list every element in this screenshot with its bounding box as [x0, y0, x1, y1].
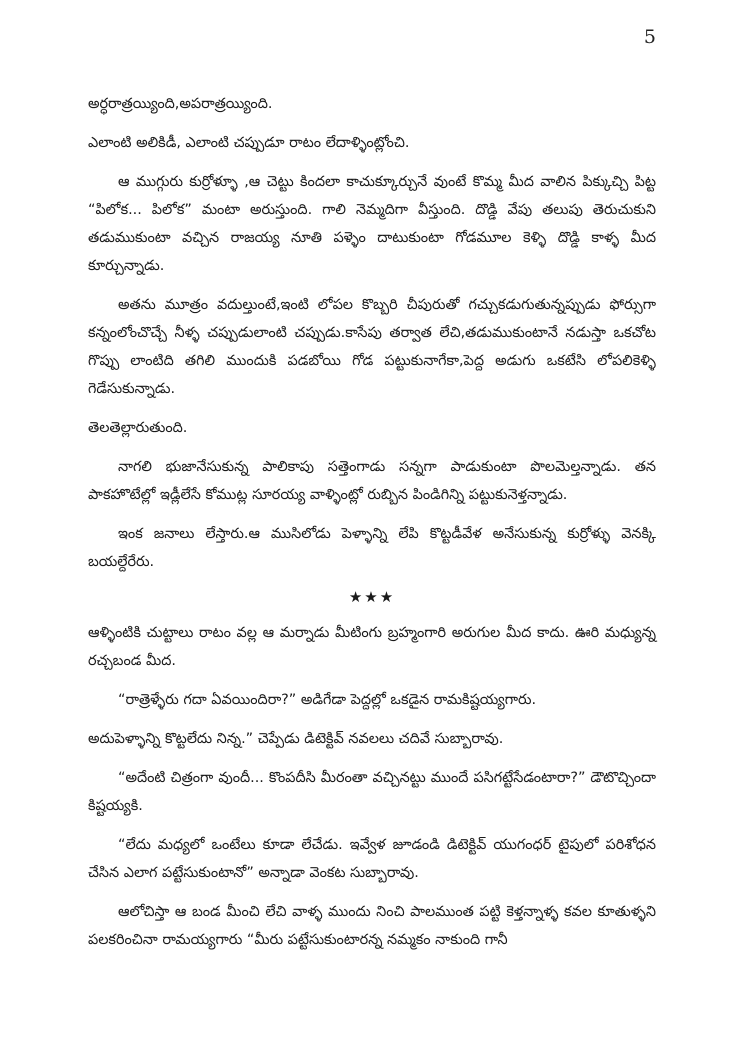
paragraph: “రాత్రెళ్ళేరు గదా ఏవయిందిరా?” అడిగేడా పెద్దల్లో ఒకడైన రామకిష్టయ్యగారు.: [118, 692, 537, 708]
body-text: [88, 90, 656, 965]
paragraph: ఆళ్ళింటికి చుట్టాలు రాటం వల్ల ఆ మర్నాడు మీటింగు బ్రహ్మంగారి అరుగుల మీద కాదు. ఊరి మధ్యున్న రచ్చబండ మీద.: [88, 625, 656, 669]
paragraph: ఆలోచిస్తా ఆ బండ మీంచి లేచి వాళ్ళ ముందు నించి పాలముంత పట్టి కెళ్తన్నాళ్ళ కవల కూతుళ్ళని పలకరించినా రామయ్యగారు “మీరు పట్టేసుకుంటారన్న నమ్మకం నాకుంది గానీ: [88, 904, 656, 948]
paragraph: నాగలి భుజానేసుకున్న పాలికాపు సత్తెంగాడు సన్నగా పాడుకుంటా పొలమెల్తన్నాడు. తన పాకహొటేల్లో ఇడ్లీలేసే కోముట్ల సూరయ్య వాళ్ళింట్లో రుబ్బిన పిండిగిన్ని పట్టుకునెళ్తన్నాడు.: [88, 459, 656, 503]
paragraph: అతను మూత్రం వదుల్తుంటే,ఇంటి లోపల కొబ్బరి చీపురుతో గచ్చుకడుగుతున్నప్పుడు ఫోర్సుగా కన్నంలోంచొచ్చే నీళ్ళ చప్పుడులాంటి చప్పుడు.కాసేపు తర్వాత లేచి,తడుముకుంటానే నడుస్తా ఒకచోట గొప్పు లాంటిది తగిలి ముందుకి పడబోయి గోడ పట్టుకునాగేకా,పెద్ద అడుగు ఒకటేసి లోపలికెళ్ళి గెడేసుకున్నాడు.: [88, 297, 656, 397]
paragraph: “లేదు మధ్యలో ఒంటేలు కూడా లేచేడు. ఇవ్వేళ జూడండి డిటెక్టివ్ యుగంధర్ టైపులో పరిశోధన చేసిన ఎలాగ పట్టేసుకుంటానో” అన్నాడా వెంకట సుబ్బారావు.: [88, 837, 656, 881]
paragraph: ఇంక జనాలు లేస్తారు.ఆ ముసిలోడు పెళ్ళాన్ని లేపి కొట్టడీవేళ అనేసుకున్న కుర్రోళ్ళు వెనక్కి బయల్దేరేరు.: [88, 526, 656, 570]
paragraph: “అదేంటి చిత్రంగా వుందీ... కొంపదీసి మీరంతా వచ్చినట్టు ముందే పసిగట్టేసేడంటారా?” డౌటొచ్చిందా కిష్టయ్యకి.: [88, 770, 656, 814]
paragraph: ఆ ముగ్గురు కుర్రోళ్ళూ ,ఆ చెట్టు కిందలా కాచుక్కూర్చునే వుంటే కొమ్మ మీద వాలిన పిక్కుచ్చి పిట్ట “పిలోక... పిలోక” మంటా అరుస్తుంది. గాలి నెమ్మదిగా వీస్తుంది. దొడ్డి వేపు తలుపు తెరుచుకుని తడుముకుంటా వచ్చిన రాజయ్య నూతి పళ్ళెం దాటుకుంటా గోడమూల కెళ్ళి దొడ్డి కాళ్ళ మీద కూర్చున్నాడు.: [88, 174, 656, 274]
page-number: 5: [643, 26, 656, 48]
paragraph: ఎలాంటి అలికిడీ, ఎలాంటి చప్పుడూ రాటం లేదాళ్ళింట్లోంచి.: [88, 135, 410, 151]
paragraph: అదుపెళ్ళాన్ని కొట్టలేదు నిన్న.” చెప్పేడు డిటెక్టివ్ నవలలు చదివే సుబ్బారావు.: [88, 731, 504, 747]
section-separator: ★★★: [348, 588, 396, 606]
paragraph: తెలతెల్లారుతుంది.: [88, 420, 188, 436]
paragraph: అర్ధరాత్రయ్యింది,అపరాత్రయ్యింది.: [88, 96, 273, 112]
